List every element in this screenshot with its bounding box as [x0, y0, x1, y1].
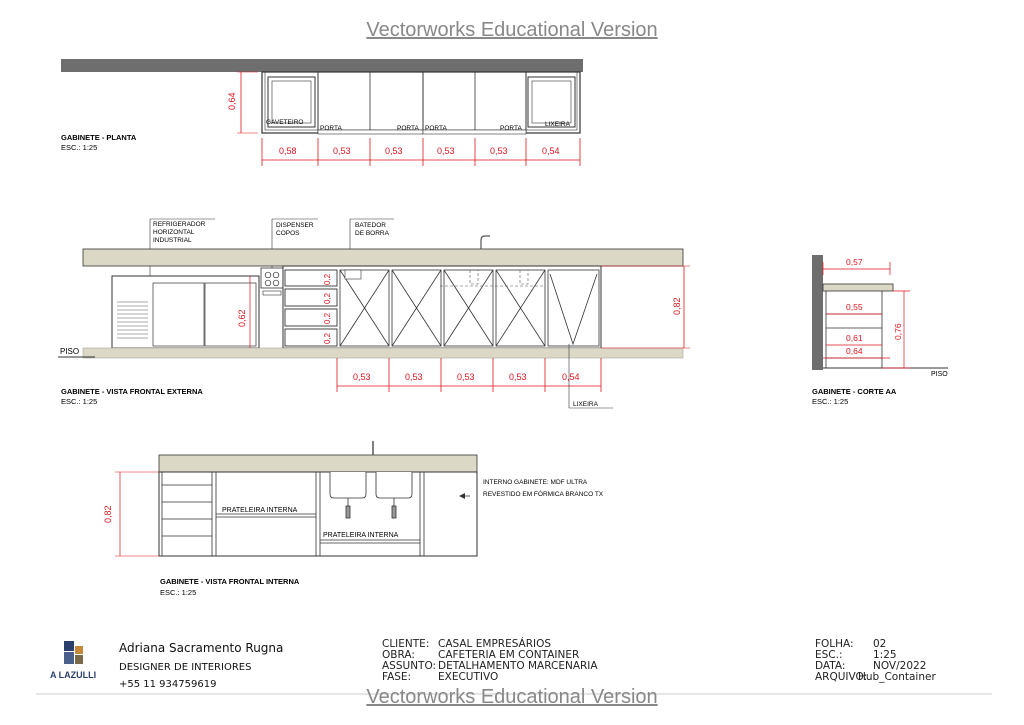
project-info	[382, 639, 598, 683]
project-key: CLIENTE:	[382, 638, 430, 650]
plan-view	[61, 59, 583, 166]
front-internal-view	[103, 441, 604, 597]
front-height-dim: 0,82	[672, 297, 682, 315]
sheet-value: 02	[873, 638, 887, 650]
drawer-height-dim: 0,2	[323, 332, 332, 344]
project-value: EXECUTIVO	[438, 671, 499, 683]
internal-counter	[159, 455, 477, 472]
drawer-height-dim: 0,2	[323, 292, 332, 304]
logo-text: A LAZULLI	[50, 670, 97, 680]
callout-fridge: REFRIGERADOR	[153, 221, 206, 228]
project-key: ASSUNTO:	[382, 660, 437, 672]
internal-shelf-label: PRATELEIRA INTERNA	[323, 532, 399, 539]
plan-width-dim: 0,53	[490, 146, 508, 156]
front-width-dim: 0,53	[509, 372, 527, 382]
front-width-dim: 0,53	[457, 372, 475, 382]
plan-label: PORTA	[425, 125, 447, 132]
project-value: CASAL EMPRESÁRIOS	[438, 638, 552, 650]
callout-batedor: DE BORRA	[355, 230, 389, 237]
internal-shelf-label: PRATELEIRA INTERNA	[222, 507, 298, 514]
section-title: GABINETE - CORTE AA	[812, 387, 897, 396]
project-key: OBRA:	[382, 649, 415, 661]
plan-label: LIXEIRA	[545, 121, 570, 128]
plan-title: GABINETE - PLANTA	[61, 133, 137, 142]
sheet-value: NOV/2022	[873, 660, 927, 672]
sheet-value: Hub_Container	[858, 671, 936, 683]
section-scale: ESC.: 1:25	[812, 397, 849, 406]
watermark-bottom: Vectorworks Educational Version	[366, 686, 658, 708]
front-width-dim: 0,53	[353, 372, 371, 382]
sheet-key: DATA:	[815, 660, 846, 672]
section-wall	[812, 255, 823, 370]
front-int-title: GABINETE - VISTA FRONTAL INTERNA	[160, 577, 300, 586]
sheet-key: ESC.:	[815, 649, 843, 661]
callout-fridge: INDUSTRIAL	[153, 237, 192, 244]
front-counter	[83, 249, 683, 266]
watermark-top: Vectorworks Educational Version	[366, 19, 658, 41]
section-dim: 0,61	[846, 333, 863, 343]
front-int-scale: ESC.: 1:25	[160, 588, 197, 597]
callout-dispenser: COPOS	[276, 230, 300, 237]
designer-role: DESIGNER DE INTERIORES	[119, 662, 252, 673]
sheet-key: ARQUIVO:	[815, 671, 868, 683]
section-aa-view	[812, 255, 948, 406]
plan-width-dim: 0,53	[333, 146, 351, 156]
plan-depth-dim: 0,64	[227, 92, 237, 110]
plan-width-dim: 0,53	[385, 146, 403, 156]
front-width-dim: 0,54	[562, 372, 580, 382]
plan-width-dim: 0,58	[279, 146, 297, 156]
front-floor-label: PISO	[60, 347, 80, 356]
trash-label: LIXEIRA	[573, 401, 598, 408]
plan-width-dim: 0,54	[542, 146, 560, 156]
plan-scale: ESC.: 1:25	[61, 143, 98, 152]
plan-wall	[61, 59, 583, 72]
sheet-value: 1:25	[873, 649, 897, 661]
front-ext-scale: ESC.: 1:25	[61, 397, 98, 406]
drawer-height-dim: 0,2	[323, 312, 332, 324]
designer-phone: +55 11 934759619	[119, 679, 217, 690]
plan-width-dim: 0,53	[437, 146, 455, 156]
project-key: FASE:	[382, 671, 412, 683]
callout-dispenser: DISPENSER	[276, 222, 314, 229]
callout-batedor: BATEDOR	[355, 222, 386, 229]
front-ext-title: GABINETE - VISTA FRONTAL EXTERNA	[61, 387, 203, 396]
plan-label: PORTA	[500, 125, 522, 132]
sheet-info	[815, 639, 936, 683]
sheet-key: FOLHA:	[815, 638, 854, 650]
plan-label: PORTA	[397, 125, 419, 132]
section-dim: 0,57	[846, 257, 863, 267]
internal-note: INTERNO GABINETE: MDF ULTRA	[483, 479, 588, 486]
plan-label: GAVETEIRO	[266, 119, 304, 126]
plan-label: PORTA	[320, 125, 342, 132]
front-width-dim: 0,53	[405, 372, 423, 382]
section-dim: 0,55	[846, 302, 863, 312]
section-dim: 0,64	[846, 346, 863, 356]
fridge-height-dim: 0,62	[237, 309, 247, 327]
designer-name: Adriana Sacramento Rugna	[119, 641, 284, 655]
project-value: CAFETERIA EM CONTAINER	[438, 649, 580, 661]
internal-height-dim: 0,82	[103, 505, 113, 523]
section-floor-label: PISO	[931, 371, 948, 378]
project-value: DETALHAMENTO MARCENARIA	[438, 660, 598, 672]
title-block-logo	[64, 641, 83, 664]
front-external-view	[58, 219, 690, 408]
section-height-dim: 0,76	[893, 323, 903, 340]
drawer-height-dim: 0,2	[323, 273, 332, 285]
internal-note: REVESTIDO EM FÓRMICA BRANCO TX	[483, 491, 604, 498]
callout-fridge: HORIZONTAL	[153, 229, 195, 236]
